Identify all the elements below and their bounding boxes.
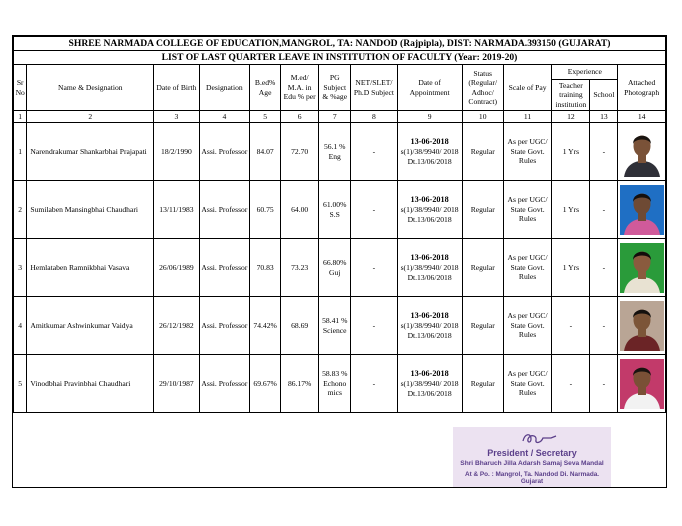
college-title: SHREE NARMADA COLLEGE OF EDUCATION,MANGROL, TA: NANDOD (Rajpipla), DIST: NARMADA.393150 (GUJARAT)	[14, 37, 666, 51]
col-bed: B.ed% Age	[250, 65, 281, 111]
col-school: School	[590, 80, 618, 111]
dob-cell: 18/2/1990	[154, 123, 199, 181]
name-cell: Hemlataben Ramnikbhai Vasava	[27, 239, 154, 297]
med-percent-cell: 73.23	[281, 239, 319, 297]
serial-cell: 5	[14, 355, 27, 413]
stamp-title: President / Secretary	[487, 448, 577, 458]
scale-of-pay-cell: As per UGC/ State Govt. Rules	[503, 297, 551, 355]
teacher-training-cell: -	[552, 297, 590, 355]
column-number-row	[14, 111, 666, 123]
teacher-training-cell: 1 Yrs	[552, 123, 590, 181]
col-number: 10	[462, 111, 503, 123]
school-cell: -	[590, 181, 618, 239]
scale-of-pay-cell: As per UGC/ State Govt. Rules	[503, 181, 551, 239]
photo-cell	[618, 355, 666, 413]
designation-cell: Assi. Professor	[199, 355, 250, 413]
faculty-photograph	[620, 127, 664, 177]
scale-of-pay-cell: As per UGC/ State Govt. Rules	[503, 123, 551, 181]
table-row	[14, 181, 666, 239]
stamp-address: At & Po. : Mangrol, Ta. Nandod Di. Narmada. Gujarat	[464, 471, 600, 485]
school-cell: -	[590, 297, 618, 355]
bed-percent-cell: 60.75	[250, 181, 281, 239]
pg-subject-cell: 56.1 % Eng	[319, 123, 351, 181]
appointment-reference: s(1)/38/9940/ 2018 Dt.13/06/2018	[400, 263, 459, 282]
appointment-cell	[397, 355, 462, 413]
table-row	[14, 355, 666, 413]
col-number: 12	[552, 111, 590, 123]
col-number: 13	[590, 111, 618, 123]
appointment-date: 13-06-2018	[410, 252, 449, 262]
col-number: 9	[397, 111, 462, 123]
net-slet-cell: -	[351, 297, 397, 355]
net-slet-cell: -	[351, 239, 397, 297]
med-percent-cell: 64.00	[281, 181, 319, 239]
col-scale: Scale of Pay	[503, 65, 551, 111]
appointment-reference: s(1)/38/9940/ 2018 Dt.13/06/2018	[400, 379, 459, 398]
net-slet-cell: -	[351, 355, 397, 413]
appointment-date: 13-06-2018	[410, 310, 449, 320]
photo-cell	[618, 239, 666, 297]
name-cell: Narendrakumar Shankarbhai Prajapati	[27, 123, 154, 181]
appointment-cell	[397, 297, 462, 355]
faculty-photograph	[620, 185, 664, 235]
pg-subject-cell: 61.00% S.S	[319, 181, 351, 239]
col-photo: Attached Photograph	[618, 65, 666, 111]
dob-cell: 26/12/1982	[154, 297, 199, 355]
med-percent-cell: 72.70	[281, 123, 319, 181]
col-teacher-training: Teacher training institution	[552, 80, 590, 111]
bed-percent-cell: 70.83	[250, 239, 281, 297]
signature-mark	[519, 431, 559, 447]
col-designation: Designation	[199, 65, 250, 111]
serial-cell: 2	[14, 181, 27, 239]
col-number: 2	[27, 111, 154, 123]
photo-cell	[618, 297, 666, 355]
signature-stamp	[453, 427, 611, 487]
col-number: 3	[154, 111, 199, 123]
table-row	[14, 239, 666, 297]
dob-cell: 13/11/1983	[154, 181, 199, 239]
status-cell: Regular	[462, 297, 503, 355]
col-number: 7	[319, 111, 351, 123]
col-number: 14	[618, 111, 666, 123]
appointment-reference: s(1)/38/9940/ 2018 Dt.13/06/2018	[400, 205, 459, 224]
status-cell: Regular	[462, 181, 503, 239]
faculty-photograph	[620, 359, 664, 409]
appointment-cell	[397, 239, 462, 297]
col-number: 4	[199, 111, 250, 123]
serial-cell: 4	[14, 297, 27, 355]
dob-cell: 29/10/1987	[154, 355, 199, 413]
photo-cell	[618, 123, 666, 181]
faculty-table	[13, 36, 666, 413]
serial-cell: 3	[14, 239, 27, 297]
bed-percent-cell: 69.67%	[250, 355, 281, 413]
name-cell: Vinodbhai Pravinbhai Chaudhari	[27, 355, 154, 413]
pg-subject-cell: 58.83 % Echono mics	[319, 355, 351, 413]
bed-percent-cell: 84.07	[250, 123, 281, 181]
appointment-cell	[397, 123, 462, 181]
status-cell: Regular	[462, 239, 503, 297]
table-row	[14, 123, 666, 181]
faculty-photograph	[620, 301, 664, 351]
col-name: Name & Designation	[27, 65, 154, 111]
scale-of-pay-cell: As per UGC/ State Govt. Rules	[503, 355, 551, 413]
school-cell: -	[590, 123, 618, 181]
col-med: M.ed/ M.A. in Edu % per	[281, 65, 319, 111]
pg-subject-cell: 58.41 % Science	[319, 297, 351, 355]
appointment-date: 13-06-2018	[410, 136, 449, 146]
designation-cell: Assi. Professor	[199, 239, 250, 297]
faculty-document	[12, 35, 667, 488]
status-cell: Regular	[462, 123, 503, 181]
teacher-training-cell: 1 Yrs	[552, 181, 590, 239]
photo-cell	[618, 181, 666, 239]
net-slet-cell: -	[351, 181, 397, 239]
col-number: 11	[503, 111, 551, 123]
faculty-photograph	[620, 243, 664, 293]
designation-cell: Assi. Professor	[199, 181, 250, 239]
appointment-cell	[397, 181, 462, 239]
appointment-date: 13-06-2018	[410, 368, 449, 378]
status-cell: Regular	[462, 355, 503, 413]
net-slet-cell: -	[351, 123, 397, 181]
list-title: LIST OF LAST QUARTER LEAVE IN INSTITUTION OF FACULTY (Year: 2019-20)	[14, 51, 666, 65]
stamp-org: Shri Bharuch Jilla Adarsh Samaj Seva Mandal	[460, 460, 604, 467]
col-number: 8	[351, 111, 397, 123]
col-net: NET/SLET/ Ph.D Subject	[351, 65, 397, 111]
appointment-reference: s(1)/38/9940/ 2018 Dt.13/06/2018	[400, 321, 459, 340]
med-percent-cell: 86.17%	[281, 355, 319, 413]
serial-cell: 1	[14, 123, 27, 181]
col-number: 5	[250, 111, 281, 123]
pg-subject-cell: 66.80% Guj	[319, 239, 351, 297]
name-cell: Sumilaben Mansingbhai Chaudhari	[27, 181, 154, 239]
col-pg: PG Subject & %age	[319, 65, 351, 111]
scale-of-pay-cell: As per UGC/ State Govt. Rules	[503, 239, 551, 297]
col-number: 1	[14, 111, 27, 123]
dob-cell: 26/06/1989	[154, 239, 199, 297]
teacher-training-cell: 1 Yrs	[552, 239, 590, 297]
appointment-date: 13-06-2018	[410, 194, 449, 204]
med-percent-cell: 68.69	[281, 297, 319, 355]
col-number: 6	[281, 111, 319, 123]
col-appointment: Date of Appointment	[397, 65, 462, 111]
school-cell: -	[590, 239, 618, 297]
teacher-training-cell: -	[552, 355, 590, 413]
col-status: Status (Regular/ Adhoc/ Contract)	[462, 65, 503, 111]
col-sr: Sr No	[14, 65, 27, 111]
bed-percent-cell: 74.42%	[250, 297, 281, 355]
designation-cell: Assi. Professor	[199, 123, 250, 181]
table-row	[14, 297, 666, 355]
school-cell: -	[590, 355, 618, 413]
name-cell: Amitkumar Ashwinkumar Vaidya	[27, 297, 154, 355]
appointment-reference: s(1)/38/9940/ 2018 Dt.13/06/2018	[400, 147, 459, 166]
designation-cell: Assi. Professor	[199, 297, 250, 355]
col-experience: Experience	[552, 65, 618, 80]
col-dob: Date of Birth	[154, 65, 199, 111]
